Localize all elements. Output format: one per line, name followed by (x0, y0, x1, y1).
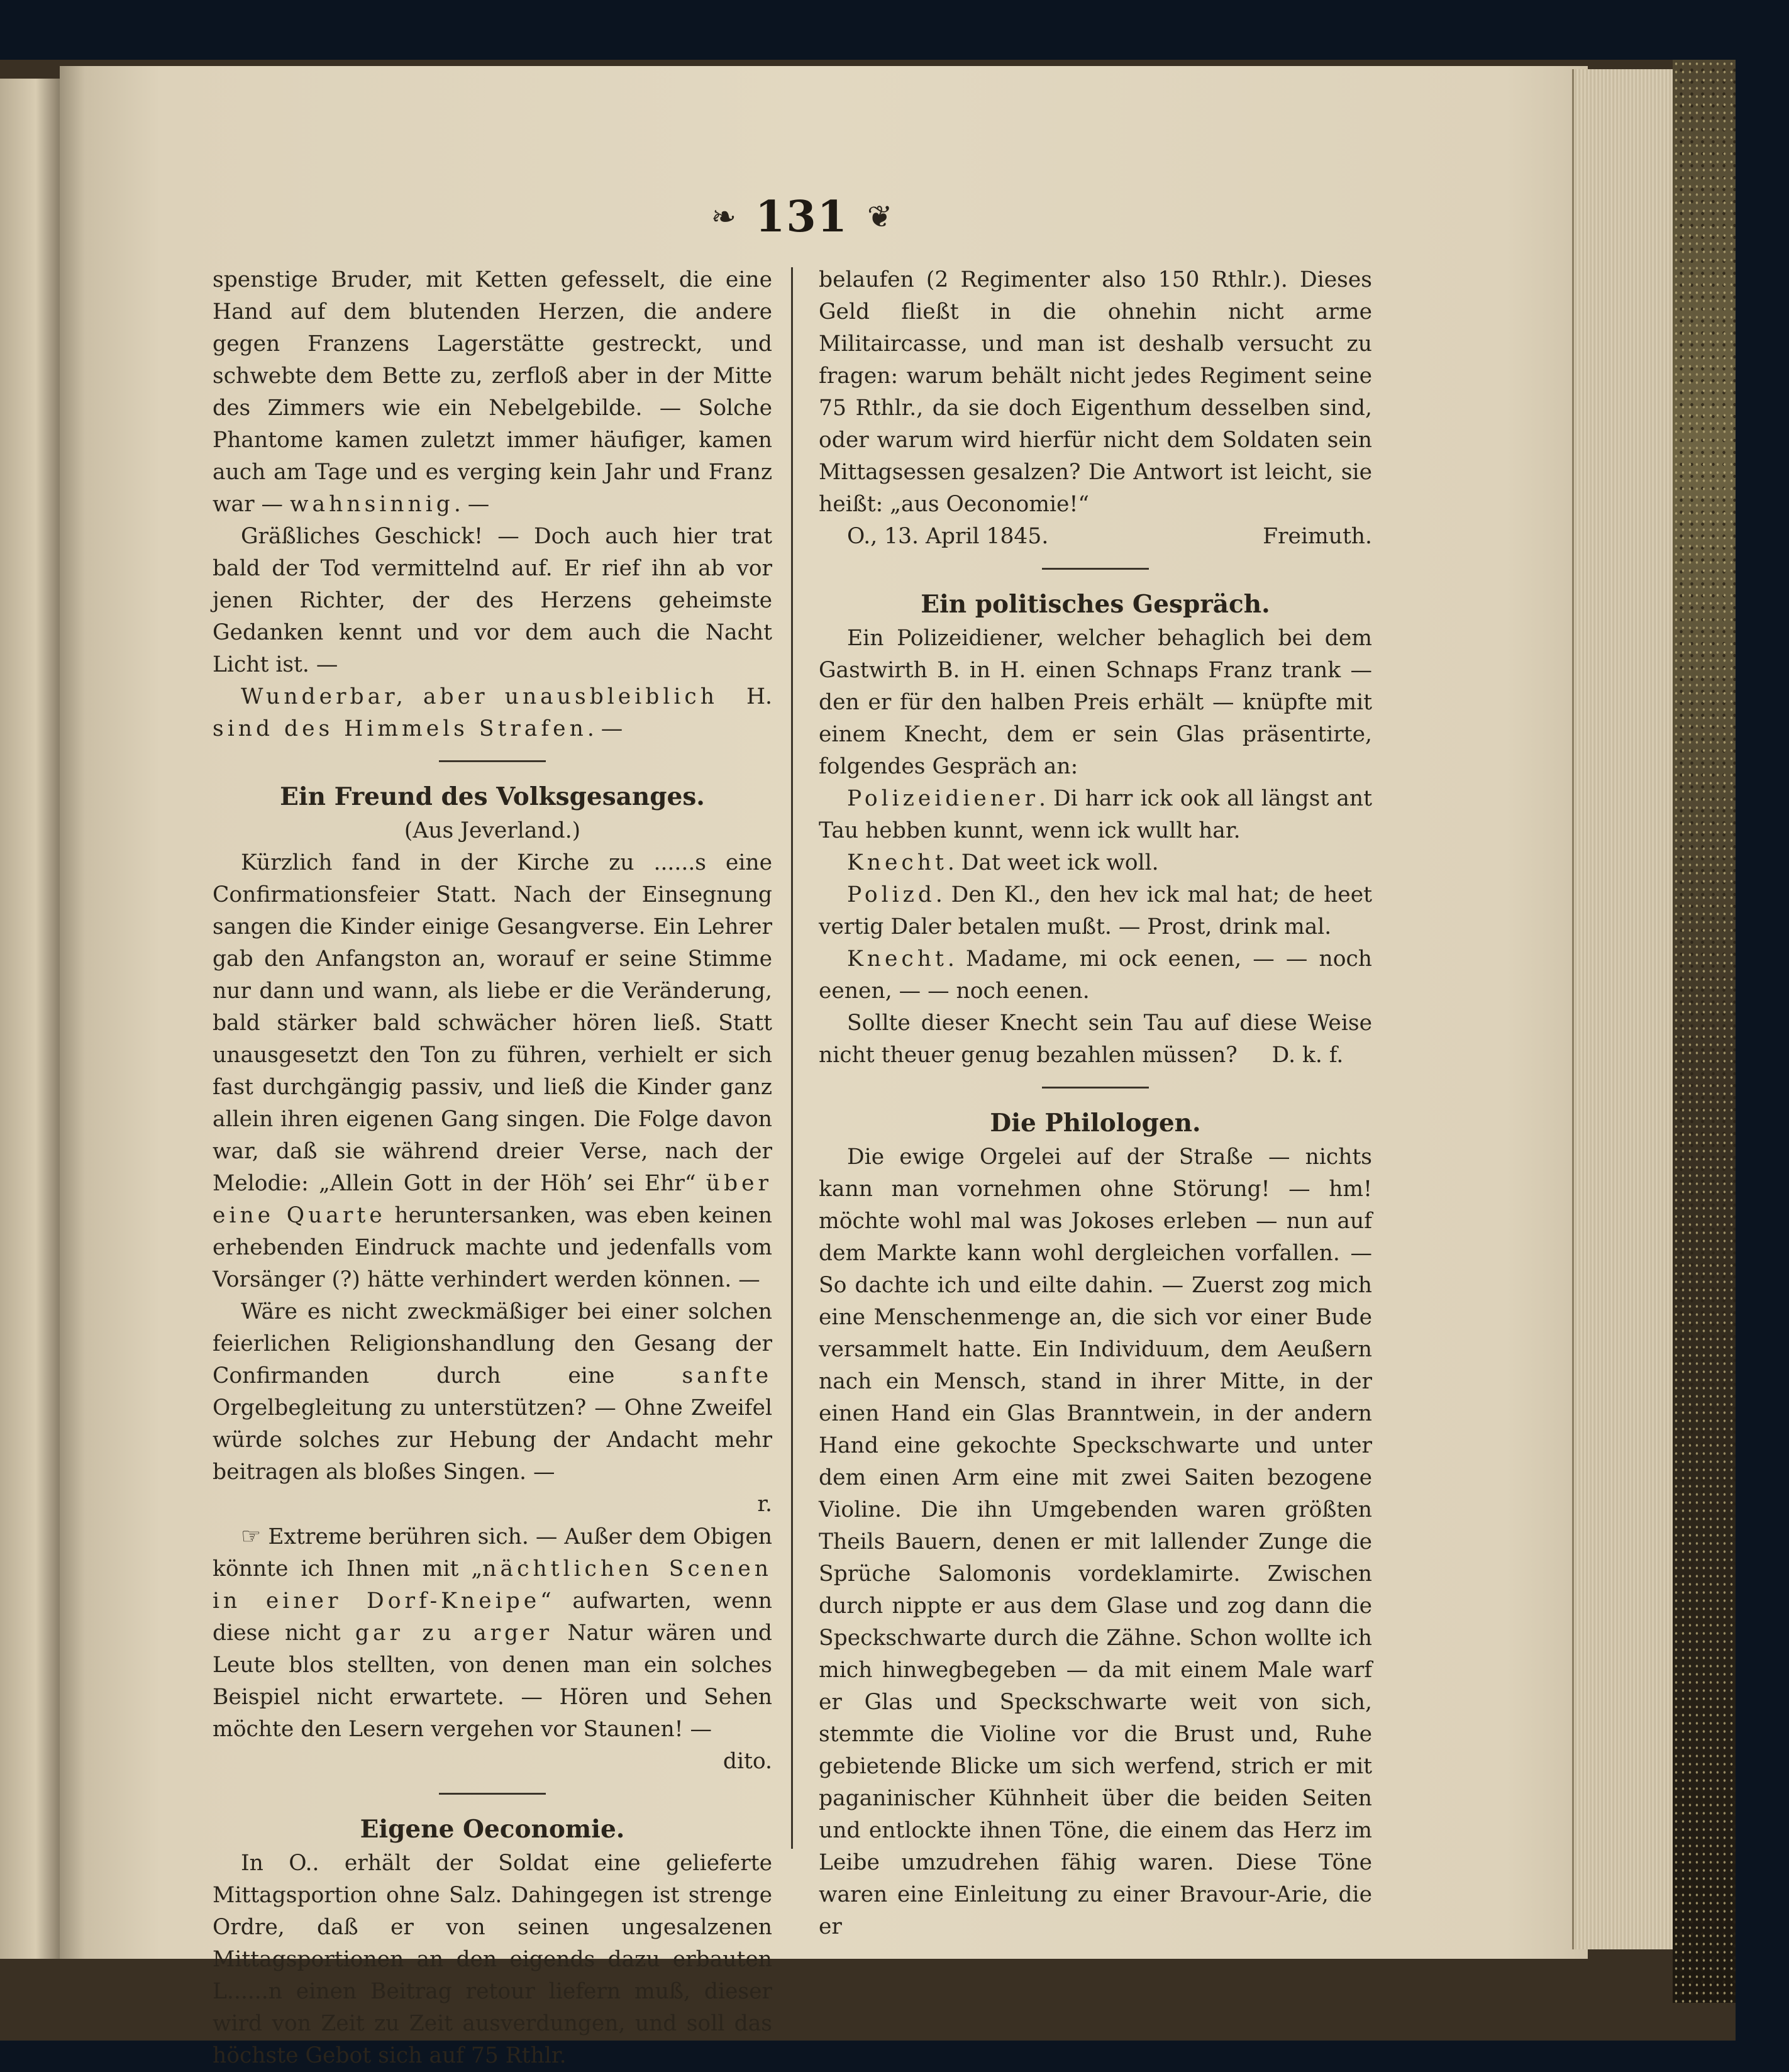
signature: H. (746, 684, 772, 709)
book-cover (1673, 60, 1736, 2003)
paragraph: Die ewige Orgelei auf der Straße — nichts kann man vornehmen ohne Störung! — hm! möchte wohl mal was Jokoses erleben — nun auf dem Markte kann wohl dergleichen vorfallen. — So dachte ich und eilte dahin. — Zuerst zog mich eine Menschenmenge an, die sich vor einer Bude versammelt hatte. Ein Individuum, dem Aeußern nach ein Mensch, stand in ihrer Mitte, in der einen Hand ein Glas Branntwein, in der andern Hand eine gekochte Speckschwarte und unter dem einen Arm eine mit zwei Saiten bezogene Violine. Die ihn Umgebenden waren größten Theils Bauern, denen er mit lallender Zunge die Sprüche Salomonis vordeklamirte. Zwischen durch nippte er aus dem Glase und zog dann die Speckschwarte durch die Zähne. Schon wollte ich mich hinwegbegeben — da mit einem Male warf er Glas und Speckschwarte weit von sich, stemmte die Violine vor die Brust und, Ruhe gebietende Blicke um sich werfend, strich er mit paganinischer Kühnheit über die beiden Seiten und entlockte ihnen Töne, die einem das Herz im Leibe umzudrehen fähig waren. Diese Töne waren eine Einleitung zu einer Bravour-Arie, die er (819, 1144, 1372, 1939)
speaker-name: Polizd (847, 882, 936, 907)
speech-text: . Den Kl., den hev ick mal hat; de heet vertig Daler betalen mußt. — Prost, drink mal. (819, 882, 1372, 939)
article-title: Ein politisches Gespräch. (921, 590, 1270, 619)
speaker-name: Polizeidiener (847, 786, 1039, 811)
signature: Freimuth. (1263, 524, 1372, 549)
right-column (819, 264, 1372, 1943)
section-rule (1042, 568, 1149, 570)
text: Wäre es nicht zweckmäßiger bei einer solchen feierlichen Religionshandlung den Gesang der Confirmanden durch eine (213, 1299, 772, 1388)
intro-end: . — (453, 492, 490, 517)
signature: D. k. f. (1271, 1043, 1344, 1068)
text: Extreme berühren sich. — Außer dem Obigen könnte ich Ihnen mit „ (213, 1524, 772, 1582)
text: heruntersanken, was eben keinen erhebenden Eindruck machte und jedenfalls vom Vorsänger (?) hätte verhindert werden können. — (213, 1203, 772, 1292)
ornament-right-icon: ❦ (867, 199, 893, 235)
emphasis-text: gar zu arger (355, 1620, 553, 1646)
article-title: Die Philologen. (990, 1109, 1201, 1138)
ornament-left-icon: ❧ (711, 199, 737, 235)
text: Kürzlich fand in der Kirche zu ......s eine Confirmationsfeier Statt. Nach der Einsegnung sangen die Kinder einige Gesangverse. Ein Lehrer gab den Anfangston an, worauf er seine Stimme nur dann und wann, als liebe er die Veränderung, bald stärker bald schwächer hören ließ. Statt unausgesetzt den Ton zu führen, verhielt er sich fast durchgängig passiv, und ließ die Kinder ganz allein ihren eigenen Gang singen. Die Folge davon war, daß sie während dreier Verse, nach der Melodie: „Allein Gott in der Höh’ sei Ehr“ (213, 850, 772, 1196)
speaker-name: Knecht (847, 850, 948, 875)
emphasis-text: sanfte (682, 1363, 772, 1388)
intro-text: spenstige Bruder, mit Ketten gefesselt, die eine Hand auf dem blutenden Herzen, die andere gegen Franzens Lagerstätte gestreckt, und schwebte dem Bette zu, zerfloß aber in der Mitte des Zimmers wie ein Nebelgebilde. — Solche Phantome kamen zuletzt immer häufiger, kamen auch am Tage und es verging kein Jahr und Franz war — (213, 267, 772, 517)
dialogue-line (819, 879, 1372, 943)
intro-paragraph (213, 264, 772, 521)
article-title: Ein Freund des Volksgesanges. (280, 782, 705, 811)
paragraph (213, 1521, 772, 1746)
page-edges (1572, 69, 1675, 1949)
signature: dito. (723, 1749, 772, 1774)
paragraph: Ein Polizeidiener, welcher behaglich bei dem Gastwirth B. in H. einen Schnaps Franz trank — den er für den halben Preis erhält — knüpfte mit einem Knecht, dem er sein Glas präsentirte, folgendes Gespräch an: (819, 626, 1372, 779)
paragraph (213, 847, 772, 1296)
emphasis-text: über eine Quarte (213, 1171, 772, 1228)
left-page-edge (0, 79, 60, 1959)
emphasis-text: Wunderbar, aber unausbleiblich sind des Himmels Strafen (213, 684, 718, 741)
cover-texture (1673, 60, 1736, 2003)
speech-text: . Madame, mi ock eenen, — — noch eenen, — — noch eenen. (819, 946, 1372, 1004)
sentence-end: . — (587, 716, 623, 741)
column-divider (791, 267, 793, 1849)
emphasis-text: nächtlichen Scenen in einer Dorf-Kneipe (213, 1556, 772, 1614)
article-subtitle: (Aus Jeverland.) (404, 818, 581, 843)
pointing-hand-icon: ☞ (241, 1524, 262, 1549)
paragraph-signed (213, 681, 772, 745)
intro-emphasis: wahnsinnig (290, 492, 454, 517)
speech-text: . Dat weet ick woll. (947, 850, 1159, 875)
text: “ aufwarten, wenn diese nicht (213, 1588, 772, 1646)
article-title: Eigene Oeconomie. (360, 1815, 625, 1844)
speech-text: . Di harr ick ook all längst ant Tau hebben kunnt, wenn ick wullt har. (819, 786, 1372, 843)
text: Orgelbegleitung zu unterstützen? — Ohne Zweifel würde solches zur Hebung der Andacht mehr beitragen als bloßes Singen. — (213, 1395, 772, 1485)
paragraph: In O.. erhält der Soldat eine gelieferte Mittagsportion ohne Salz. Dahingegen ist strenge Ordre, daß er von seinen ungesalzenen Mittagsportionen an den eigends dazu erbauten L......n einen Beitrag retour liefern muß, dieser wird von Zeit zu Zeit ausverdungen, und soll das höchste Gebot sich auf 75 Rthlr. (213, 1851, 772, 2068)
dialogue-line (819, 943, 1372, 1007)
date-text: O., 13. April 1845. (847, 524, 1049, 549)
page-header (654, 189, 950, 245)
text: Sollte dieser Knecht sein Tau auf diese Weise nicht theuer genug bezahlen müssen? (819, 1011, 1372, 1068)
text: Natur wären und Leute blos stellten, von denen man ein solches Beispiel nicht erwartete. — Hören und Sehen möchte den Lesern vergehen vor Staunen! — (213, 1620, 773, 1742)
dialogue-line (819, 783, 1372, 847)
dateline (819, 521, 1372, 553)
section-rule (439, 1793, 546, 1795)
continuation-paragraph: belaufen (2 Regimenter also 150 Rthlr.). Dieses Geld fließt in die ohnehin nicht arme Militaircasse, und man ist deshalb versucht zu fragen: warum behält nicht jedes Regiment seine 75 Rthlr., da sie doch Eigenthum desselben sind, oder warum wird hierfür nicht dem Soldaten sein Mittagsessen gesalzen? Die Antwort ist leicht, sie heißt: „aus Oeconomie!“ (819, 267, 1372, 517)
paragraph (213, 1296, 772, 1488)
signature: r. (757, 1492, 772, 1517)
paragraph: Gräßliches Geschick! — Doch auch hier trat bald der Tod vermittelnd auf. Er rief ihn ab vor jenen Richter, der des Herzens geheimste Gedanken kennt und vor dem auch die Nacht Licht ist. — (213, 524, 772, 677)
speaker-name: Knecht (847, 946, 948, 972)
left-column (213, 264, 772, 2072)
page-number: 131 (755, 192, 848, 242)
dialogue-line (819, 847, 1372, 879)
paragraph-signed (819, 1007, 1372, 1072)
section-rule (1042, 1087, 1149, 1089)
section-rule (439, 760, 546, 762)
